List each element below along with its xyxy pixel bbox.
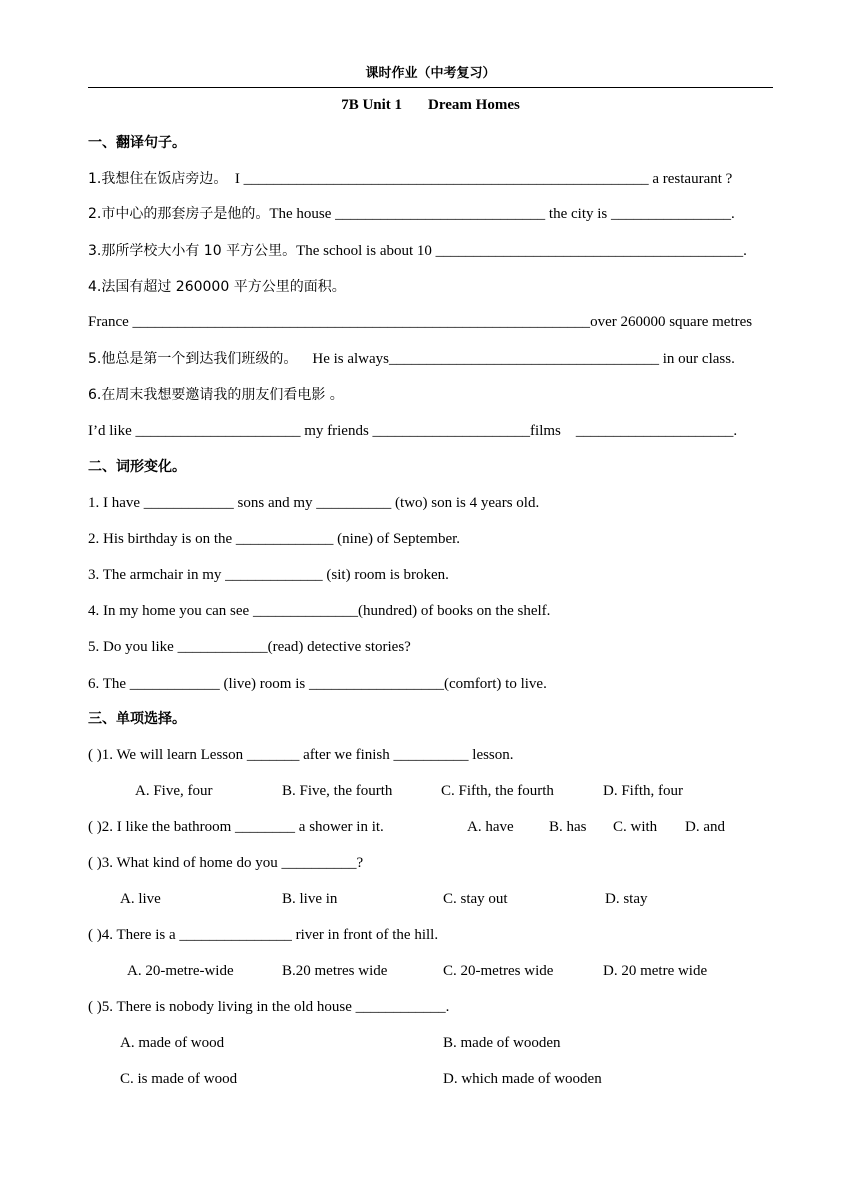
option-b: B. live in: [282, 891, 338, 907]
s1-question-6-en: I’d like ______________________ my friends _____________________films _____________________.: [88, 423, 738, 439]
s1-question-2: 2.市中心的那套房子是他的。The house ____________________________ the city is ________________.: [88, 206, 735, 222]
s1-question-1: 1.我想住在饭店旁边。 I ______________________________________________________ a restaurant ?: [88, 171, 733, 187]
option-a: A. Five, four: [135, 783, 213, 799]
option-a: A. 20-metre-wide: [127, 963, 234, 979]
s3-q4-stem: ( )4. There is a _______________ river in front of the hill.: [88, 927, 439, 943]
s2-item-3: 3. The armchair in my _____________ (sit) room is broken.: [88, 567, 449, 583]
unit-label: 7B Unit 1: [341, 97, 403, 113]
section3-heading: 三、单项选择。: [88, 711, 186, 727]
option-b: B. made of wooden: [443, 1035, 561, 1051]
s3-q5-stem: ( )5. There is nobody living in the old house ____________.: [88, 999, 450, 1015]
s2-item-4: 4. In my home you can see ______________(hundred) of books on the shelf.: [88, 603, 551, 619]
s1-question-4-en: France _____________________________________________________________over 260000 square metres: [88, 314, 753, 330]
option-c: C. Fifth, the fourth: [441, 783, 554, 799]
s2-item-1: 1. I have ____________ sons and my __________ (two) son is 4 years old.: [88, 495, 540, 511]
option-d: D. Fifth, four: [603, 783, 683, 799]
option-d: D. and: [685, 819, 725, 835]
s3-q3-stem: ( )3. What kind of home do you __________?: [88, 855, 364, 871]
section2-heading: 二、词形变化。: [88, 459, 186, 475]
page-header: 课时作业（中考复习）: [88, 62, 773, 88]
option-a: A. made of wood: [120, 1035, 225, 1051]
s3-q3-options: [88, 888, 773, 910]
option-c: C. stay out: [443, 891, 508, 907]
s1-question-5: 5.他总是第一个到达我们班级的。 He is always____________________________________ in our class.: [88, 351, 735, 367]
option-b: B. Five, the fourth: [282, 783, 393, 799]
option-d: D. which made of wooden: [443, 1071, 602, 1087]
s3-q1-options: [88, 780, 773, 802]
option-a: A. live: [120, 891, 161, 907]
s1-question-3: 3.那所学校大小有 10 平方公里。The school is about 10 _________________________________________.: [88, 243, 747, 259]
option-b: B.20 metres wide: [282, 963, 388, 979]
s3-q5-options-cd: [88, 1068, 773, 1090]
s3-q2: [88, 816, 773, 838]
section1-heading: 一、翻译句子。: [88, 135, 186, 151]
s2-item-6: 6. The ____________ (live) room is __________________(comfort) to live.: [88, 676, 547, 692]
s2-item-2: 2. His birthday is on the _____________ (nine) of September.: [88, 531, 461, 547]
option-c: C. 20-metres wide: [443, 963, 554, 979]
s3-q5-options-ab: [88, 1032, 773, 1054]
s1-question-4-cn: 4.法国有超过 260000 平方公里的面积。: [88, 279, 346, 295]
s3-q2-stem: ( )2. I like the bathroom ________ a shower in it.: [88, 819, 384, 835]
s2-item-5: 5. Do you like ____________(read) detective stories?: [88, 639, 411, 655]
s3-q1-stem: ( )1. We will learn Lesson _______ after we finish __________ lesson.: [88, 747, 514, 763]
option-d: D. 20 metre wide: [603, 963, 708, 979]
option-c: C. is made of wood: [120, 1071, 238, 1087]
topic-label: Dream Homes: [428, 97, 520, 113]
s3-q4-options: [88, 960, 773, 982]
option-a: A. have: [467, 819, 514, 835]
s1-question-6-cn: 6.在周末我想要邀请我的朋友们看电影 。: [88, 387, 344, 403]
worksheet-title: [88, 97, 773, 114]
option-c: C. with: [613, 819, 658, 835]
option-b: B. has: [549, 819, 587, 835]
option-d: D. stay: [605, 891, 648, 907]
